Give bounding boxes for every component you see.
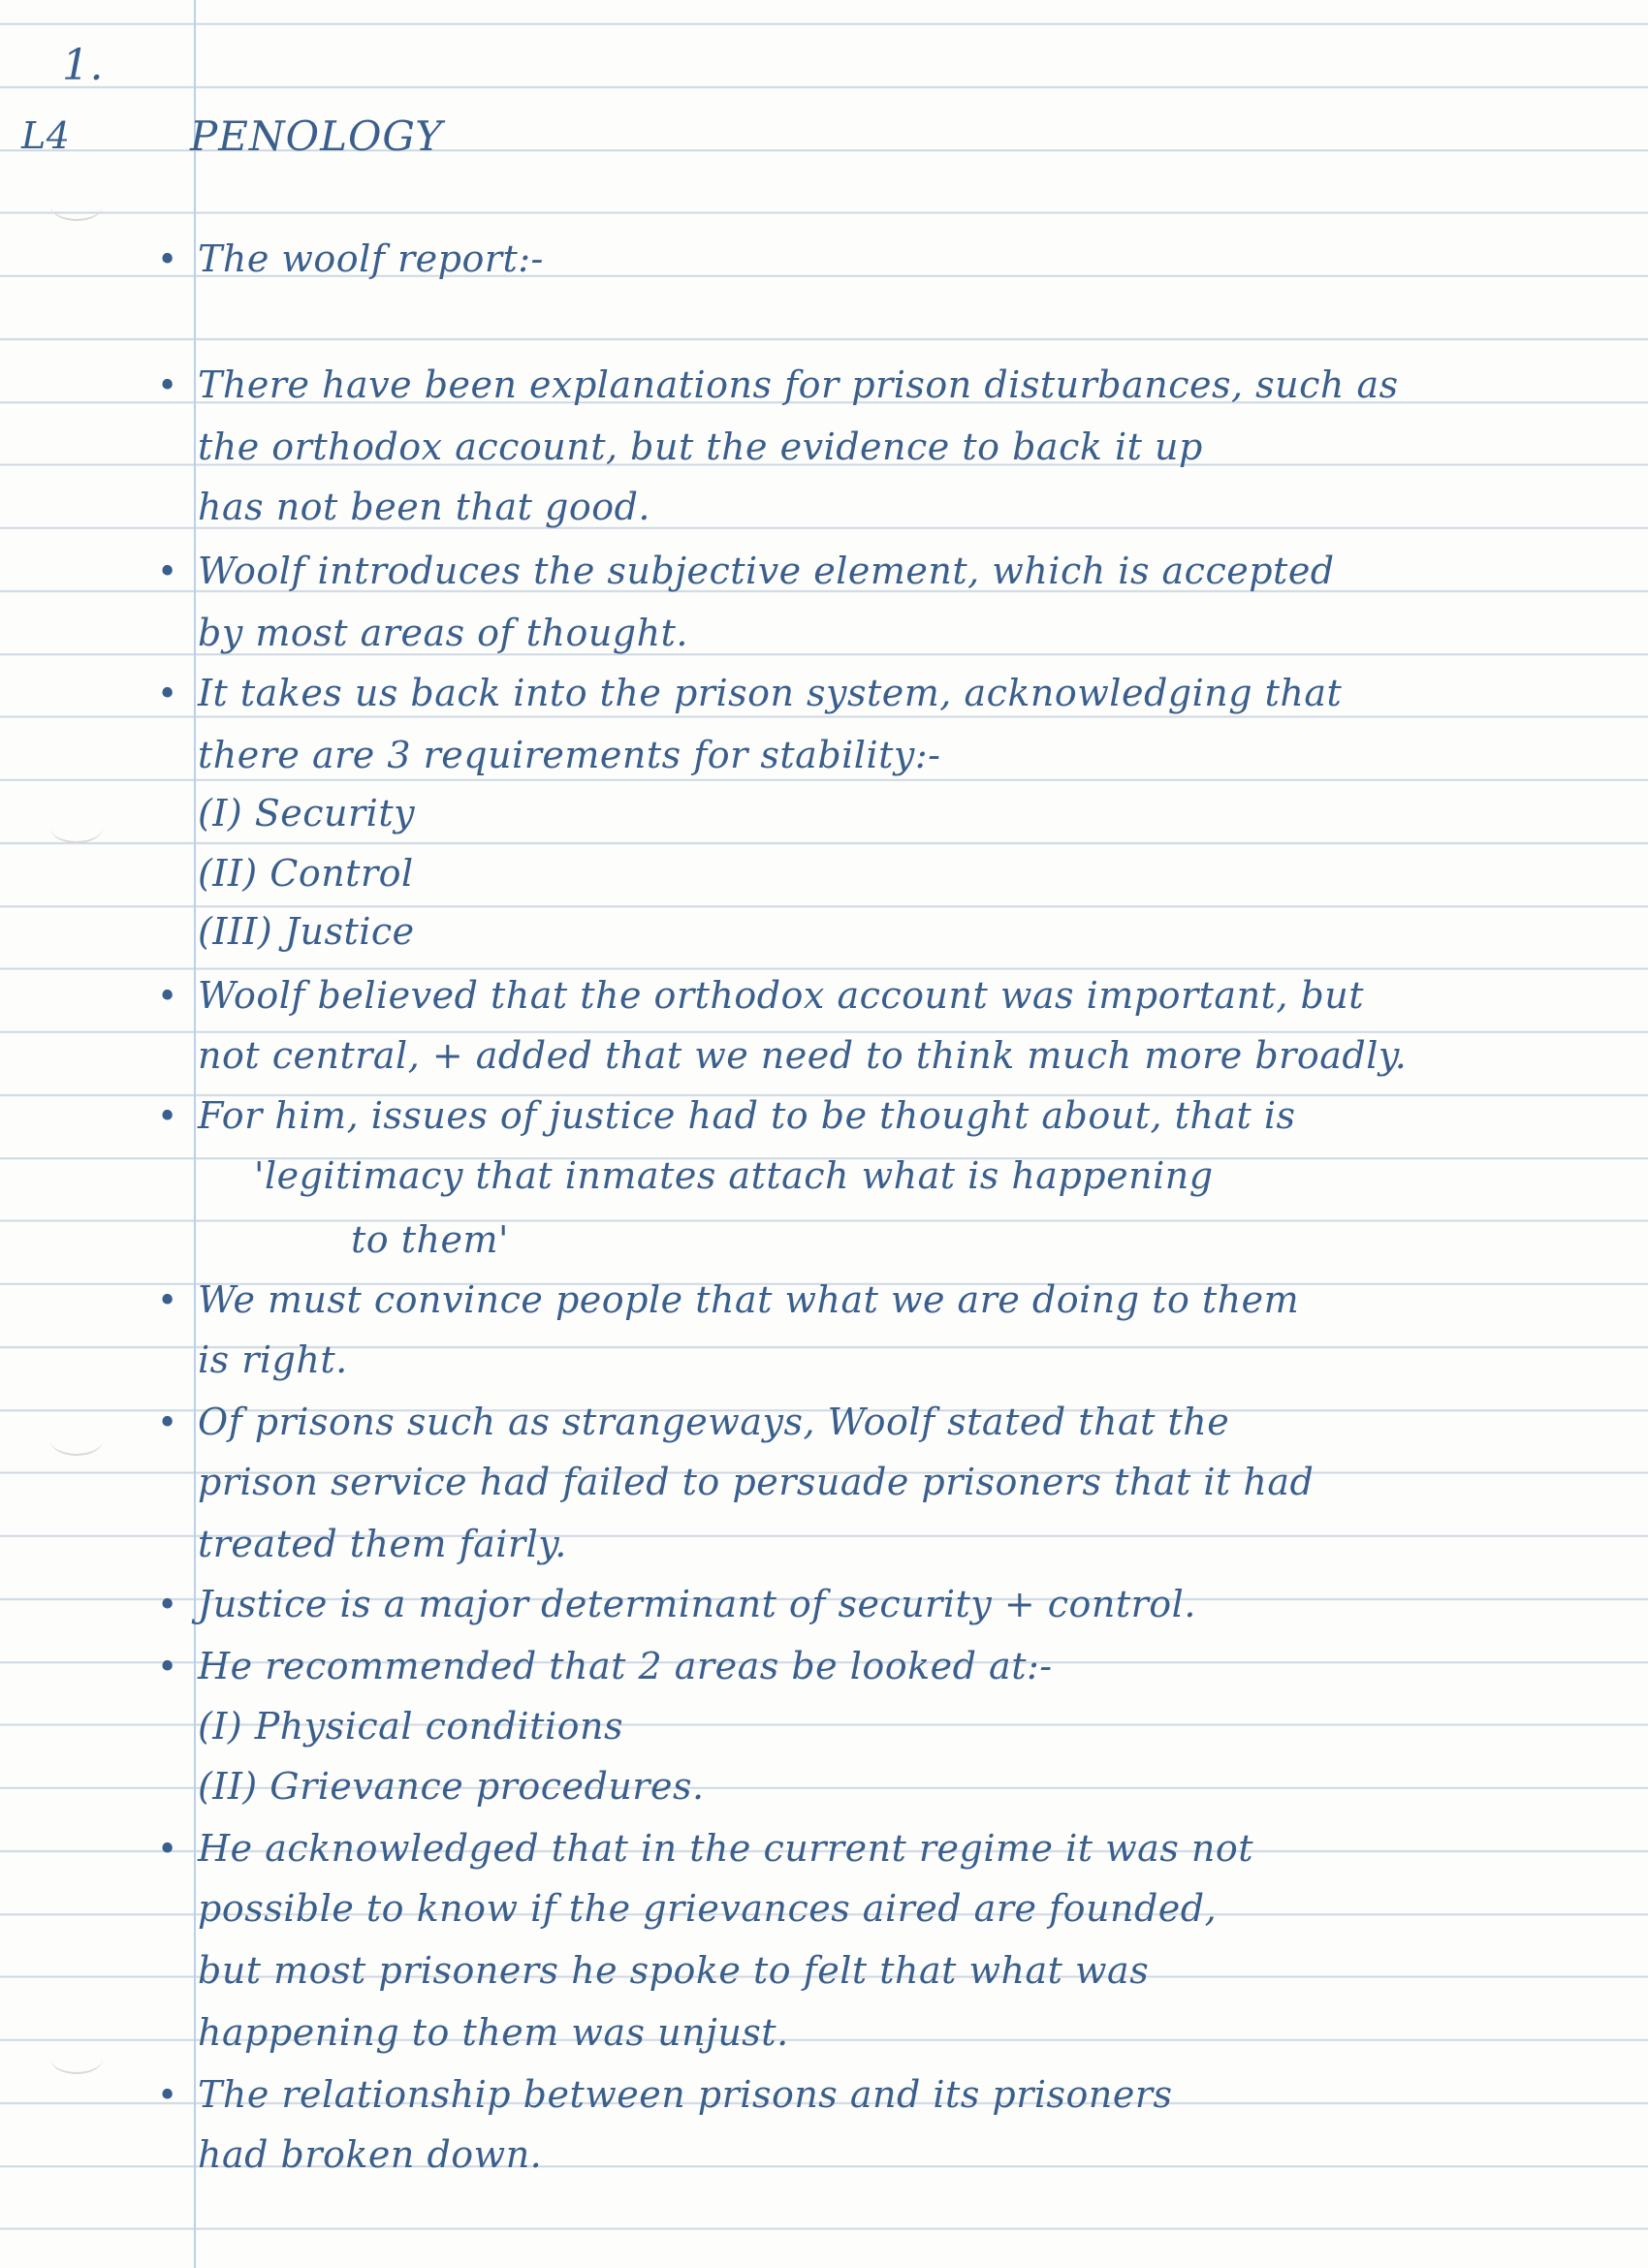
note-line: He recommended that 2 areas be looked at:- [198,1645,1053,1687]
margin-line [194,0,196,2268]
lecture-code: L4 [21,114,71,157]
note-line: but most prisoners he spoke to felt that what was [198,1949,1150,1992]
note-line: (I) Physical conditions [198,1705,623,1748]
bullet-icon: • [157,977,178,1017]
note-line: 'legitimacy that inmates attach what is happening [254,1154,1214,1197]
punch-hole [50,1425,103,1456]
note-line: happening to them was unjust. [198,2011,789,2054]
note-line: The relationship between prisons and its prisoners [198,2073,1173,2116]
note-line: The woolf report:- [198,237,544,280]
page-number: 1. [62,41,104,90]
punch-hole [50,2043,103,2074]
punch-hole [50,812,103,843]
note-line: (II) Grievance procedures. [198,1765,705,1808]
bullet-icon: • [157,552,178,592]
bullet-icon: • [157,240,178,280]
bullet-icon: • [157,675,178,714]
note-line: (II) Control [198,852,414,895]
note-line: the orthodox account, but the evidence to back it up [198,425,1203,468]
note-line: had broken down. [198,2133,543,2176]
note-line: treated them fairly. [198,1523,567,1565]
note-line: There have been explanations for prison disturbances, such as [198,363,1399,406]
note-line: not central, + added that we need to think much more broadly. [198,1034,1408,1077]
bullet-icon: • [157,1648,178,1687]
note-line: has not been that good. [198,486,650,528]
note-line: Woolf introduces the subjective element, which is accepted [198,550,1335,592]
note-line: Woolf believed that the orthodox account was important, but [198,974,1365,1017]
note-line: there are 3 requirements for stability:- [198,734,941,776]
bullet-icon: • [157,1586,178,1625]
note-line: by most areas of thought. [198,612,688,654]
bullet-icon: • [157,2076,178,2116]
note-line: Justice is a major determinant of security + control. [198,1583,1196,1625]
note-line: He acknowledged that in the current regime it was not [198,1827,1254,1870]
note-line: For him, issues of justice had to be thought about, that is [198,1094,1296,1137]
note-line: is right. [198,1339,348,1381]
punch-hole [50,190,103,221]
note-line: to them' [351,1218,509,1261]
bullet-icon: • [157,1830,178,1870]
note-line: It takes us back into the prison system, acknowledging that [198,672,1343,714]
bullet-icon: • [157,366,178,406]
note-line: (I) Security [198,792,416,835]
note-line: We must convince people that what we are doing to them [198,1278,1300,1321]
note-line: Of prisons such as strangeways, Woolf stated that the [198,1401,1230,1443]
bullet-icon: • [157,1281,178,1321]
bullet-icon: • [157,1403,178,1443]
bullet-icon: • [157,1097,178,1137]
note-line: possible to know if the grievances aired are founded, [198,1887,1218,1930]
page-title: PENOLOGY [190,112,443,160]
note-line: prison service had failed to persuade prisoners that it had [198,1461,1315,1503]
note-line: (III) Justice [198,910,415,953]
